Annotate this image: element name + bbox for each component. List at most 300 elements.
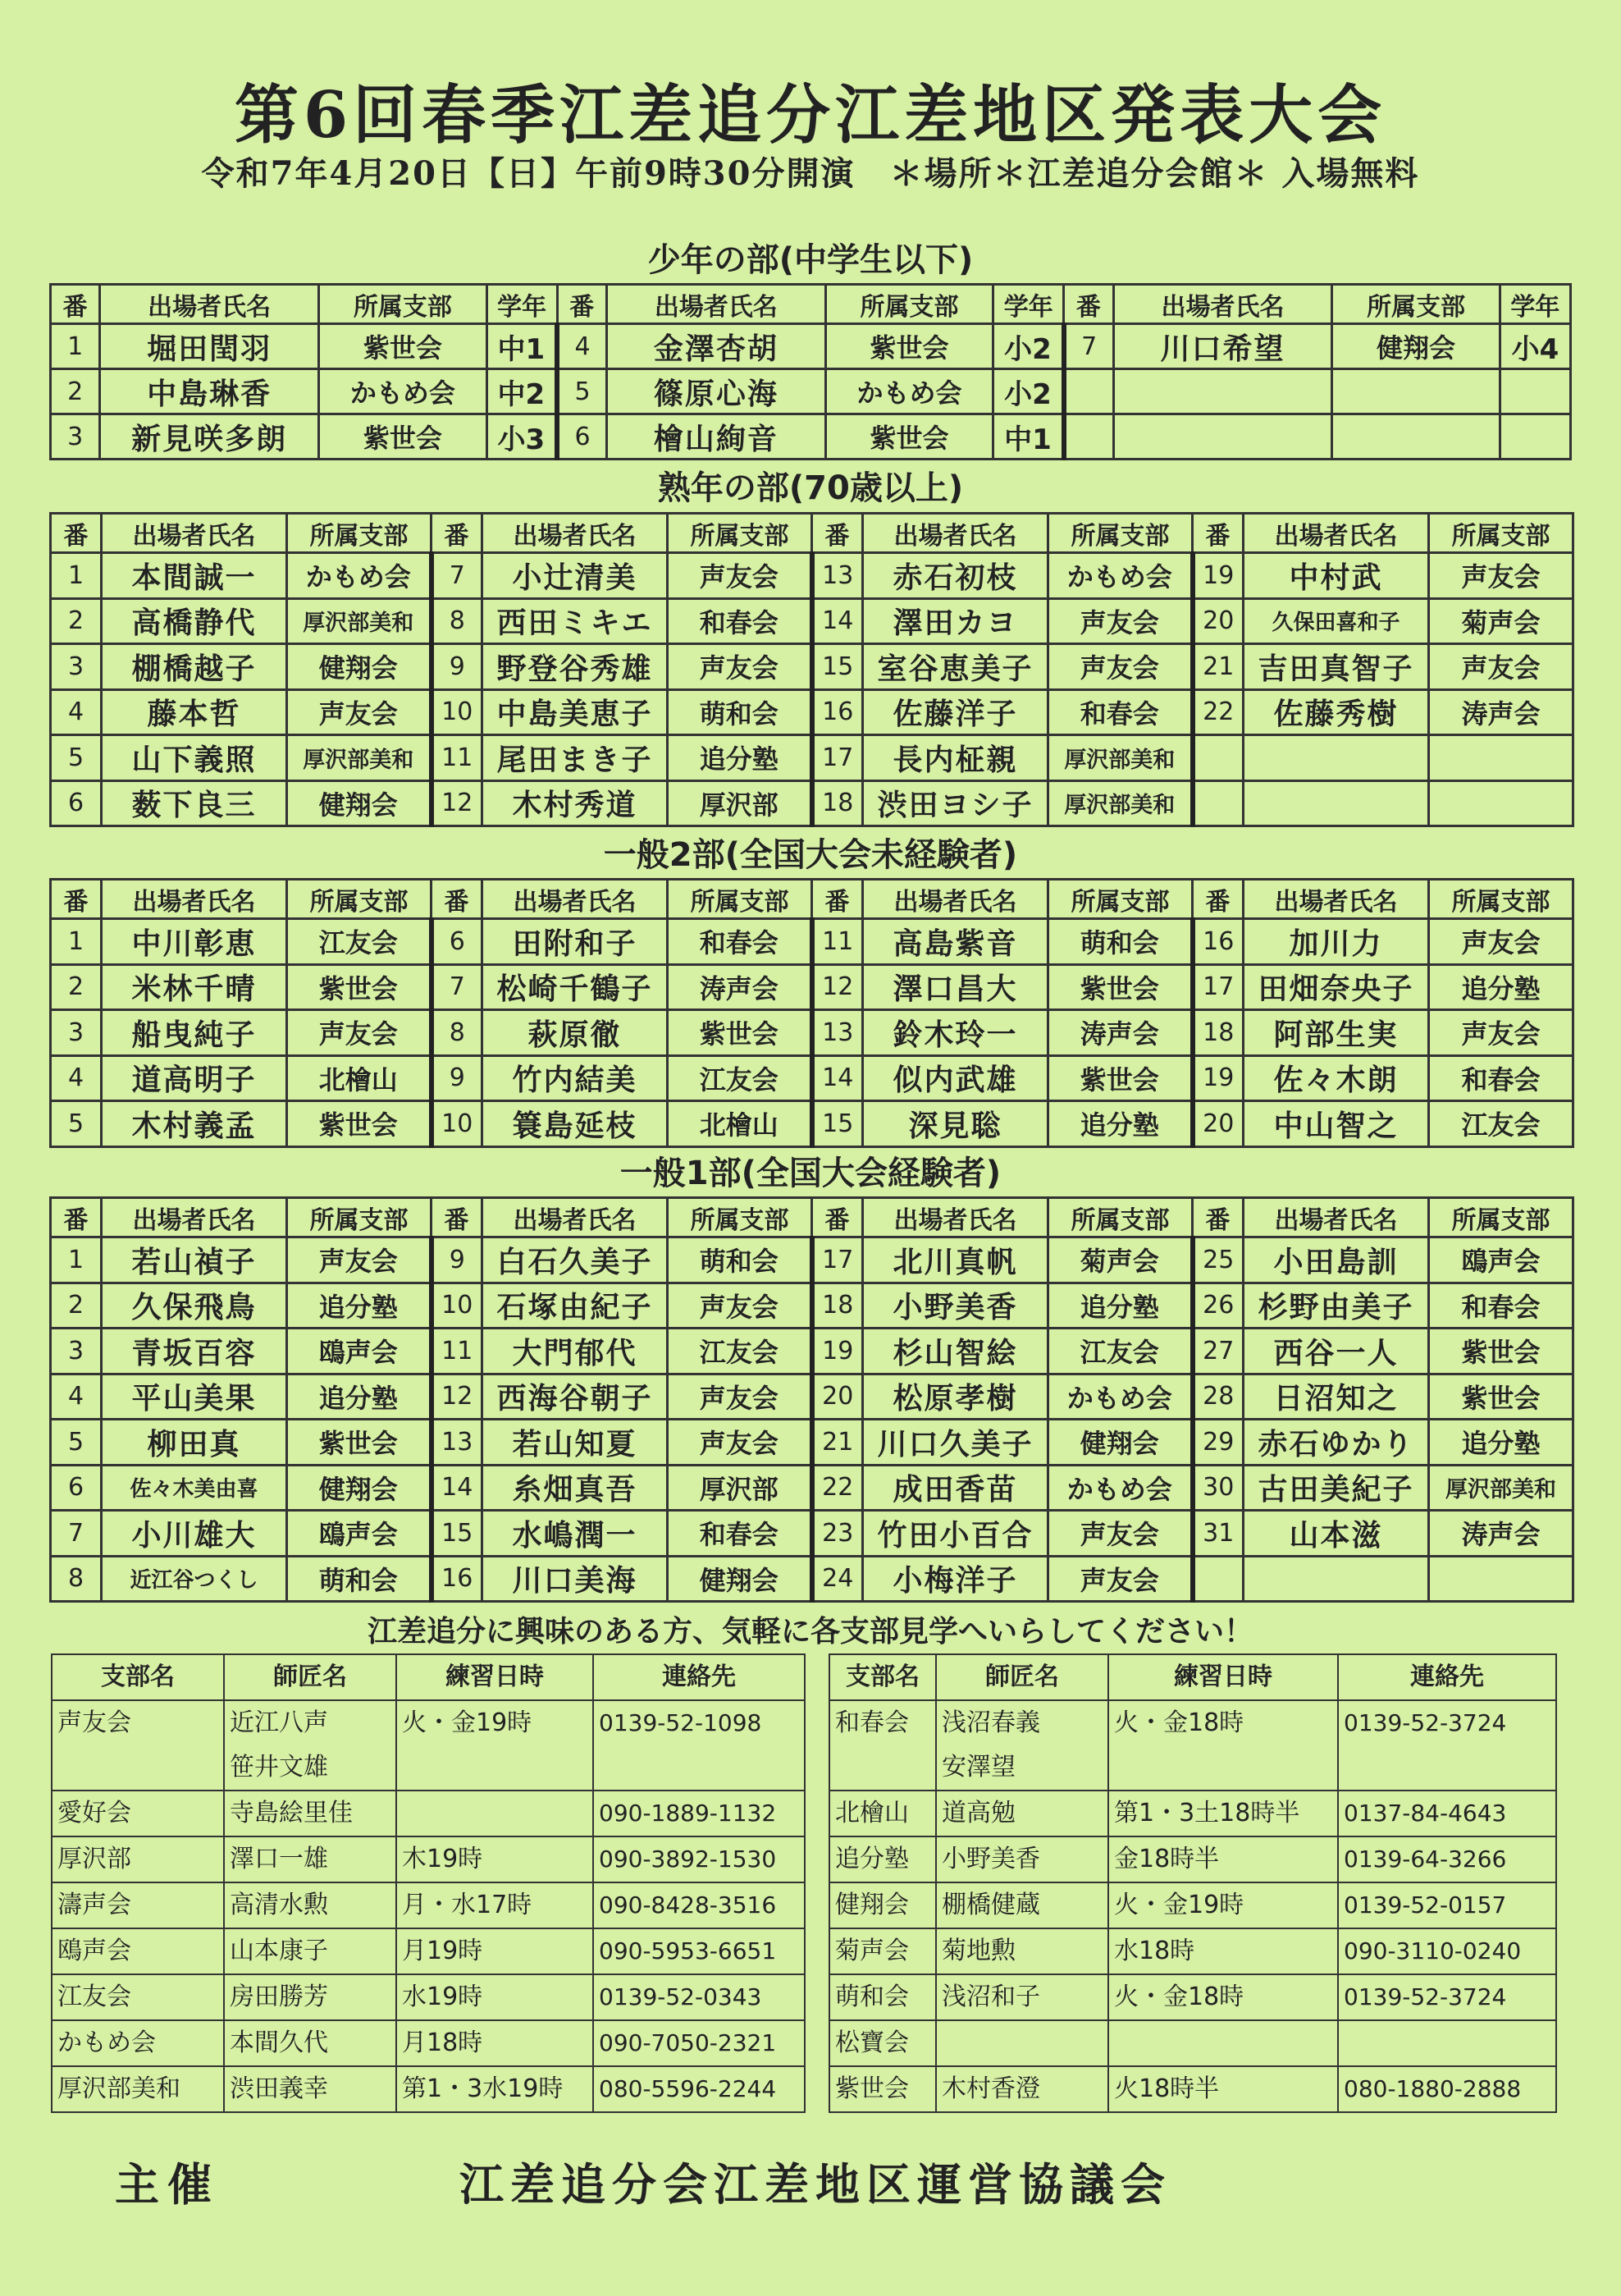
column-header-branch: 所属支部: [1429, 514, 1573, 553]
column-header-branch: 所属支部: [1429, 1198, 1573, 1237]
practice-time: 水18時: [1108, 1928, 1338, 1974]
entry-number: 5: [51, 1101, 102, 1147]
practice-time: 金18時半: [1108, 1836, 1338, 1882]
teacher-name: 渋田義幸: [224, 2066, 396, 2112]
column-header-grade: 学年: [486, 285, 557, 324]
entry-number: 21: [1193, 644, 1244, 690]
branch-name: かもめ会: [52, 2020, 224, 2066]
branch-name: 菊声会: [829, 1928, 936, 1974]
entry-branch: 健翔会: [287, 780, 432, 826]
entry-name: 成田香苗: [863, 1465, 1048, 1511]
column-header-name: 出場者氏名: [1113, 285, 1332, 324]
contact-phone: 0139-52-1098: [593, 1700, 805, 1791]
entry-name: 中川彰恵: [102, 919, 287, 965]
entry-branch: 萌和会: [287, 1556, 432, 1602]
column-header-branch: 所属支部: [287, 514, 432, 553]
entry-name: 近江谷つくし: [102, 1556, 287, 1602]
info-row: [52, 1974, 805, 2020]
info-row: [829, 1974, 1556, 2020]
entry-branch: 紫世会: [1048, 1055, 1193, 1101]
column-header-branch: 所属支部: [825, 285, 993, 324]
column-header-name: 出場者氏名: [100, 285, 319, 324]
entry-name: 米林千晴: [102, 964, 287, 1010]
table-row: [51, 1465, 1573, 1511]
entry-name: 平山美果: [102, 1374, 287, 1420]
table-row: [51, 964, 1573, 1010]
info-row: [829, 2020, 1556, 2066]
entry-name: [1113, 369, 1332, 414]
branch-name: 濤声会: [52, 1882, 224, 1928]
branch-name: 健翔会: [829, 1882, 936, 1928]
column-header-num: 番: [432, 514, 482, 553]
entry-branch: 健翔会: [287, 1465, 432, 1511]
table-row: [51, 780, 1573, 826]
entry-number: 6: [557, 414, 606, 460]
contact-phone: 0139-52-3724: [1338, 1974, 1556, 2020]
column-header-branch: 所属支部: [668, 1198, 812, 1237]
entry-branch: 追分塾: [287, 1283, 432, 1329]
column-header-num: 番: [1193, 1198, 1244, 1237]
branch-info-table-right: [829, 1653, 1557, 2113]
entry-name: 糸畑真吾: [482, 1465, 668, 1511]
table-row: [51, 1420, 1573, 1466]
contact-phone: 090-7050-2321: [593, 2020, 805, 2066]
branch-info-table-left: [51, 1653, 806, 2113]
column-header-num: 番: [812, 514, 863, 553]
entry-branch: 江友会: [1429, 1101, 1573, 1147]
entry-branch: 涛声会: [668, 964, 812, 1010]
entry-number: 12: [432, 780, 482, 826]
entry-branch: [1332, 414, 1500, 460]
entry-name: 萩原徹: [482, 1010, 668, 1056]
entry-name: 檜山絢音: [606, 414, 825, 460]
entry-branch: 声友会: [668, 1420, 812, 1466]
entry-branch: かもめ会: [1048, 1465, 1193, 1511]
entry-number: 6: [432, 919, 482, 965]
entry-number: 10: [432, 689, 482, 735]
entry-branch: 萌和会: [1048, 919, 1193, 965]
entry-number: 12: [812, 964, 863, 1010]
entry-number: 3: [51, 1329, 102, 1374]
entry-number: 2: [51, 598, 102, 644]
entry-number: 20: [1193, 1101, 1244, 1147]
entry-name: 石塚由紀子: [482, 1283, 668, 1329]
entry-name: [1244, 735, 1429, 781]
youth-table: [49, 283, 1572, 460]
entry-number: 10: [432, 1283, 482, 1329]
info-header-teacher: 師匠名: [224, 1654, 396, 1700]
header-row: [51, 285, 1571, 324]
practice-time: [1108, 2020, 1338, 2066]
info-row: [829, 1836, 1556, 1882]
info-row: [52, 1700, 805, 1791]
section-title-senior: 熟年の部(70歳以上): [657, 469, 964, 507]
contact-phone: 0139-52-0343: [593, 1974, 805, 2020]
table-row: [51, 1055, 1573, 1101]
column-header-branch: 所属支部: [319, 285, 486, 324]
practice-time: 第1・3水19時: [396, 2066, 593, 2112]
entry-name: 鈴木玲一: [863, 1010, 1048, 1056]
entry-name: 佐藤秀樹: [1244, 689, 1429, 735]
general2-table: [49, 878, 1574, 1148]
contact-phone: 0139-64-3266: [1338, 1836, 1556, 1882]
entry-number: 11: [432, 735, 482, 781]
info-row: [52, 2020, 805, 2066]
entry-name: 西田ミキエ: [482, 598, 668, 644]
entry-number: 2: [51, 1283, 102, 1329]
entry-name: 松原孝樹: [863, 1374, 1048, 1420]
entry-number: 8: [432, 598, 482, 644]
entry-number: 4: [557, 324, 606, 369]
entry-grade: 小4: [1500, 324, 1570, 369]
info-header-branch: 支部名: [829, 1654, 936, 1700]
entry-branch: [1429, 1556, 1573, 1602]
branch-name: 松寶会: [829, 2020, 936, 2066]
entry-name: 澤口昌大: [863, 964, 1048, 1010]
entry-name: 西谷一人: [1244, 1329, 1429, 1374]
entry-name: 白石久美子: [482, 1237, 668, 1283]
column-header-num: 番: [432, 880, 482, 919]
teacher-name: 本間久代: [224, 2020, 396, 2066]
entry-number: 15: [812, 644, 863, 690]
entry-name: 田畑奈央子: [1244, 964, 1429, 1010]
entry-number: 16: [1193, 919, 1244, 965]
entry-branch: 和春会: [668, 598, 812, 644]
column-header-name: 出場者氏名: [102, 880, 287, 919]
entry-branch: かもめ会: [825, 369, 993, 414]
entry-branch: 和春会: [668, 919, 812, 965]
entry-number: 8: [51, 1556, 102, 1602]
entry-name: 柳田真: [102, 1420, 287, 1466]
entry-number: 7: [432, 553, 482, 599]
entry-number: 3: [51, 644, 102, 690]
entry-number: 18: [812, 1283, 863, 1329]
column-header-name: 出場者氏名: [606, 285, 825, 324]
contact-phone: 0139-52-3724: [1338, 1700, 1556, 1791]
entry-number: 11: [812, 919, 863, 965]
entry-number: 13: [812, 553, 863, 599]
column-header-num: 番: [1064, 285, 1113, 324]
entry-name: 薮下良三: [102, 780, 287, 826]
entry-branch: [1429, 780, 1573, 826]
entry-name: 尾田まき子: [482, 735, 668, 781]
entry-branch: 追分塾: [1429, 1420, 1573, 1466]
column-header-name: 出場者氏名: [863, 1198, 1048, 1237]
entry-branch: 萌和会: [668, 689, 812, 735]
branch-name: 江友会: [52, 1974, 224, 2020]
entry-number: 14: [432, 1465, 482, 1511]
entry-number: [1193, 1556, 1244, 1602]
info-row: [829, 1928, 1556, 1974]
entry-branch: 声友会: [287, 1237, 432, 1283]
entry-branch: 紫世会: [319, 414, 486, 460]
entry-number: 7: [1064, 324, 1113, 369]
entry-grade: [1500, 414, 1570, 460]
entry-branch: 北檜山: [287, 1055, 432, 1101]
entry-number: 6: [51, 1465, 102, 1511]
entry-number: 21: [812, 1420, 863, 1466]
entry-name: 高島紫音: [863, 919, 1048, 965]
entry-name: 加川力: [1244, 919, 1429, 965]
column-header-branch: 所属支部: [1048, 1198, 1193, 1237]
contact-phone: 0139-52-0157: [1338, 1882, 1556, 1928]
entry-name: 金澤杏胡: [606, 324, 825, 369]
branch-name: 和春会: [829, 1700, 936, 1791]
entry-number: 9: [432, 644, 482, 690]
teacher-name: 高清水勲: [224, 1882, 396, 1928]
entry-name: 小川雄大: [102, 1511, 287, 1557]
entry-name: 室谷恵美子: [863, 644, 1048, 690]
entry-branch: 和春会: [1429, 1055, 1573, 1101]
entry-branch: 健翔会: [1048, 1420, 1193, 1466]
entry-branch: 菊声会: [1429, 598, 1573, 644]
entry-number: 17: [812, 1237, 863, 1283]
entry-number: 17: [812, 735, 863, 781]
entry-number: 17: [1193, 964, 1244, 1010]
entry-name: 山本滋: [1244, 1511, 1429, 1557]
table-row: [51, 1556, 1573, 1602]
entry-name: 棚橋越子: [102, 644, 287, 690]
entry-name: 川口希望: [1113, 324, 1332, 369]
branch-name: 鴎声会: [52, 1928, 224, 1974]
table-row: [51, 919, 1573, 965]
column-header-name: 出場者氏名: [1244, 880, 1429, 919]
entry-branch: 厚沢部: [668, 1465, 812, 1511]
table-row: [51, 598, 1573, 644]
entry-branch: 厚沢部美和: [287, 735, 432, 781]
table-row: [51, 735, 1573, 781]
entry-name: 久保飛鳥: [102, 1283, 287, 1329]
info-row: [52, 1836, 805, 1882]
entry-branch: 紫世会: [287, 1420, 432, 1466]
info-header-practice: 練習日時: [396, 1654, 593, 1700]
teacher-name: 山本康子: [224, 1928, 396, 1974]
entry-branch: 鴎声会: [287, 1511, 432, 1557]
entry-branch: [1332, 369, 1500, 414]
entry-branch: 声友会: [287, 1010, 432, 1056]
info-header-row: [52, 1654, 805, 1700]
entry-number: 28: [1193, 1374, 1244, 1420]
practice-time: 火・金18時: [1108, 1700, 1338, 1791]
practice-time: 火18時半: [1108, 2066, 1338, 2112]
practice-time: 水19時: [396, 1974, 593, 2020]
entry-branch: 厚沢部美和: [1429, 1465, 1573, 1511]
teacher-name: 道高勉: [936, 1791, 1108, 1836]
entry-number: 23: [812, 1511, 863, 1557]
entry-branch: 北檜山: [668, 1101, 812, 1147]
entry-number: 31: [1193, 1511, 1244, 1557]
entry-branch: 和春会: [1429, 1283, 1573, 1329]
entry-number: 1: [51, 1237, 102, 1283]
entry-number: 19: [1193, 1055, 1244, 1101]
entry-number: [1193, 735, 1244, 781]
table-row: [51, 1511, 1573, 1557]
entry-number: 12: [432, 1374, 482, 1420]
entry-number: 30: [1193, 1465, 1244, 1511]
info-row: [829, 1882, 1556, 1928]
entry-name: 阿部生実: [1244, 1010, 1429, 1056]
entry-name: 杉山智絵: [863, 1329, 1048, 1374]
entry-branch: 紫世会: [319, 324, 486, 369]
notice-text: 江差追分に興味のある方、気軽に各支部見学へいらしてください！: [367, 1615, 1253, 1649]
column-header-name: 出場者氏名: [482, 1198, 668, 1237]
teacher-name: 小野美香: [936, 1836, 1108, 1882]
teacher-name: 近江八声 笹井文雄: [224, 1700, 396, 1791]
info-row: [829, 1791, 1556, 1836]
entry-branch: 健翔会: [668, 1556, 812, 1602]
teacher-name: 寺島絵里佳: [224, 1791, 396, 1836]
column-header-num: 番: [51, 285, 100, 324]
entry-name: 小梅洋子: [863, 1556, 1048, 1602]
entry-number: 14: [812, 598, 863, 644]
entry-number: 4: [51, 1374, 102, 1420]
column-header-num: 番: [51, 514, 102, 553]
entry-number: 7: [51, 1511, 102, 1557]
branch-name: 北檜山: [829, 1791, 936, 1836]
practice-time: 月19時: [396, 1928, 593, 1974]
column-header-name: 出場者氏名: [863, 880, 1048, 919]
entry-number: 5: [51, 735, 102, 781]
entry-branch: 声友会: [668, 1283, 812, 1329]
entry-branch: 声友会: [1429, 919, 1573, 965]
entry-branch: 江友会: [287, 919, 432, 965]
entry-branch: 声友会: [1048, 1511, 1193, 1557]
entry-number: 19: [1193, 553, 1244, 599]
entry-name: 佐々木朗: [1244, 1055, 1429, 1101]
entry-name: 本間誠一: [102, 553, 287, 599]
senior-table: [49, 512, 1574, 827]
entry-branch: 紫世会: [1048, 964, 1193, 1010]
entry-name: 中村武: [1244, 553, 1429, 599]
branch-name: 厚沢部: [52, 1836, 224, 1882]
info-row: [829, 2066, 1556, 2112]
entry-branch: 追分塾: [287, 1374, 432, 1420]
entry-number: 3: [51, 414, 100, 460]
entry-name: 青坂百容: [102, 1329, 287, 1374]
entry-grade: 小2: [993, 369, 1064, 414]
entry-name: 木村秀道: [482, 780, 668, 826]
entry-number: 20: [1193, 598, 1244, 644]
contact-phone: 090-3110-0240: [1338, 1928, 1556, 1974]
column-header-num: 番: [1193, 880, 1244, 919]
entry-number: 15: [432, 1511, 482, 1557]
entry-name: 野登谷秀雄: [482, 644, 668, 690]
column-header-name: 出場者氏名: [1244, 514, 1429, 553]
entry-number: [1064, 369, 1113, 414]
entry-name: 杉野由美子: [1244, 1283, 1429, 1329]
entry-grade: 小2: [993, 324, 1064, 369]
section-title-general2: 一般2部(全国大会未経験者): [603, 836, 1018, 874]
entry-name: 松崎千鶴子: [482, 964, 668, 1010]
teacher-name: 澤口一雄: [224, 1836, 396, 1882]
entry-branch: 菊声会: [1048, 1237, 1193, 1283]
column-header-num: 番: [51, 880, 102, 919]
entry-name: 小辻清美: [482, 553, 668, 599]
event-details: 令和7年4月20日【日】午前9時30分開演 ＊場所＊江差追分会館＊ 入場無料: [201, 154, 1420, 193]
section-title-youth: 少年の部(中学生以下): [647, 241, 974, 279]
practice-time: [396, 1791, 593, 1836]
table-row: [51, 369, 1571, 414]
entry-branch: 和春会: [1048, 689, 1193, 735]
column-header-grade: 学年: [1500, 285, 1570, 324]
entry-name: 深見聡: [863, 1101, 1048, 1147]
table-row: [51, 1237, 1573, 1283]
info-row: [52, 2066, 805, 2112]
column-header-name: 出場者氏名: [482, 880, 668, 919]
contact-phone: 090-5953-6651: [593, 1928, 805, 1974]
entry-number: 14: [812, 1055, 863, 1101]
entry-name: 中島美恵子: [482, 689, 668, 735]
column-header-num: 番: [812, 880, 863, 919]
contact-phone: 090-3892-1530: [593, 1836, 805, 1882]
entry-branch: 声友会: [668, 644, 812, 690]
entry-branch: 追分塾: [668, 735, 812, 781]
entry-name: [1244, 780, 1429, 826]
entry-name: 簑島延枝: [482, 1101, 668, 1147]
page-title: 第6回春季江差追分江差地区発表大会: [234, 78, 1387, 153]
entry-branch: 紫世会: [825, 414, 993, 460]
info-header-branch: 支部名: [52, 1654, 224, 1700]
entry-number: 29: [1193, 1420, 1244, 1466]
entry-number: 11: [432, 1329, 482, 1374]
entry-grade: [1500, 369, 1570, 414]
entry-branch: かもめ会: [1048, 553, 1193, 599]
branch-name: 紫世会: [829, 2066, 936, 2112]
entry-number: 7: [432, 964, 482, 1010]
practice-time: 木19時: [396, 1836, 593, 1882]
practice-time: 月18時: [396, 2020, 593, 2066]
entry-name: 大門郁代: [482, 1329, 668, 1374]
info-header-practice: 練習日時: [1108, 1654, 1338, 1700]
entry-branch: 厚沢部美和: [1048, 735, 1193, 781]
entry-name: 北川真帆: [863, 1237, 1048, 1283]
entry-branch: 和春会: [668, 1511, 812, 1557]
entry-name: 若山禎子: [102, 1237, 287, 1283]
entry-name: 赤石ゆかり: [1244, 1420, 1429, 1466]
entry-number: 2: [51, 964, 102, 1010]
entry-number: 16: [812, 689, 863, 735]
entry-number: 1: [51, 553, 102, 599]
entry-branch: かもめ会: [1048, 1374, 1193, 1420]
entry-branch: 厚沢部: [668, 780, 812, 826]
branch-name: 声友会: [52, 1700, 224, 1791]
table-row: [51, 644, 1573, 690]
entry-number: 9: [432, 1055, 482, 1101]
column-header-num: 番: [557, 285, 606, 324]
practice-time: 第1・3土18時半: [1108, 1791, 1338, 1836]
entry-branch: かもめ会: [287, 553, 432, 599]
entry-number: 18: [1193, 1010, 1244, 1056]
column-header-branch: 所属支部: [287, 880, 432, 919]
entry-name: 木村義孟: [102, 1101, 287, 1147]
entry-grade: 中1: [486, 324, 557, 369]
column-header-branch: 所属支部: [668, 514, 812, 553]
entry-number: 13: [812, 1010, 863, 1056]
column-header-name: 出場者氏名: [482, 514, 668, 553]
section-title-general1: 一般1部(全国大会経験者): [619, 1155, 1002, 1192]
column-header-branch: 所属支部: [1048, 880, 1193, 919]
entry-name: 渋田ヨシ子: [863, 780, 1048, 826]
entry-name: 小野美香: [863, 1283, 1048, 1329]
entry-branch: 追分塾: [1429, 964, 1573, 1010]
entry-number: 25: [1193, 1237, 1244, 1283]
entry-number: 5: [557, 369, 606, 414]
column-header-branch: 所属支部: [668, 880, 812, 919]
entry-branch: 声友会: [1429, 553, 1573, 599]
entry-name: 新見咲多朗: [100, 414, 319, 460]
entry-branch: 江友会: [668, 1329, 812, 1374]
general1-table: [49, 1196, 1574, 1603]
